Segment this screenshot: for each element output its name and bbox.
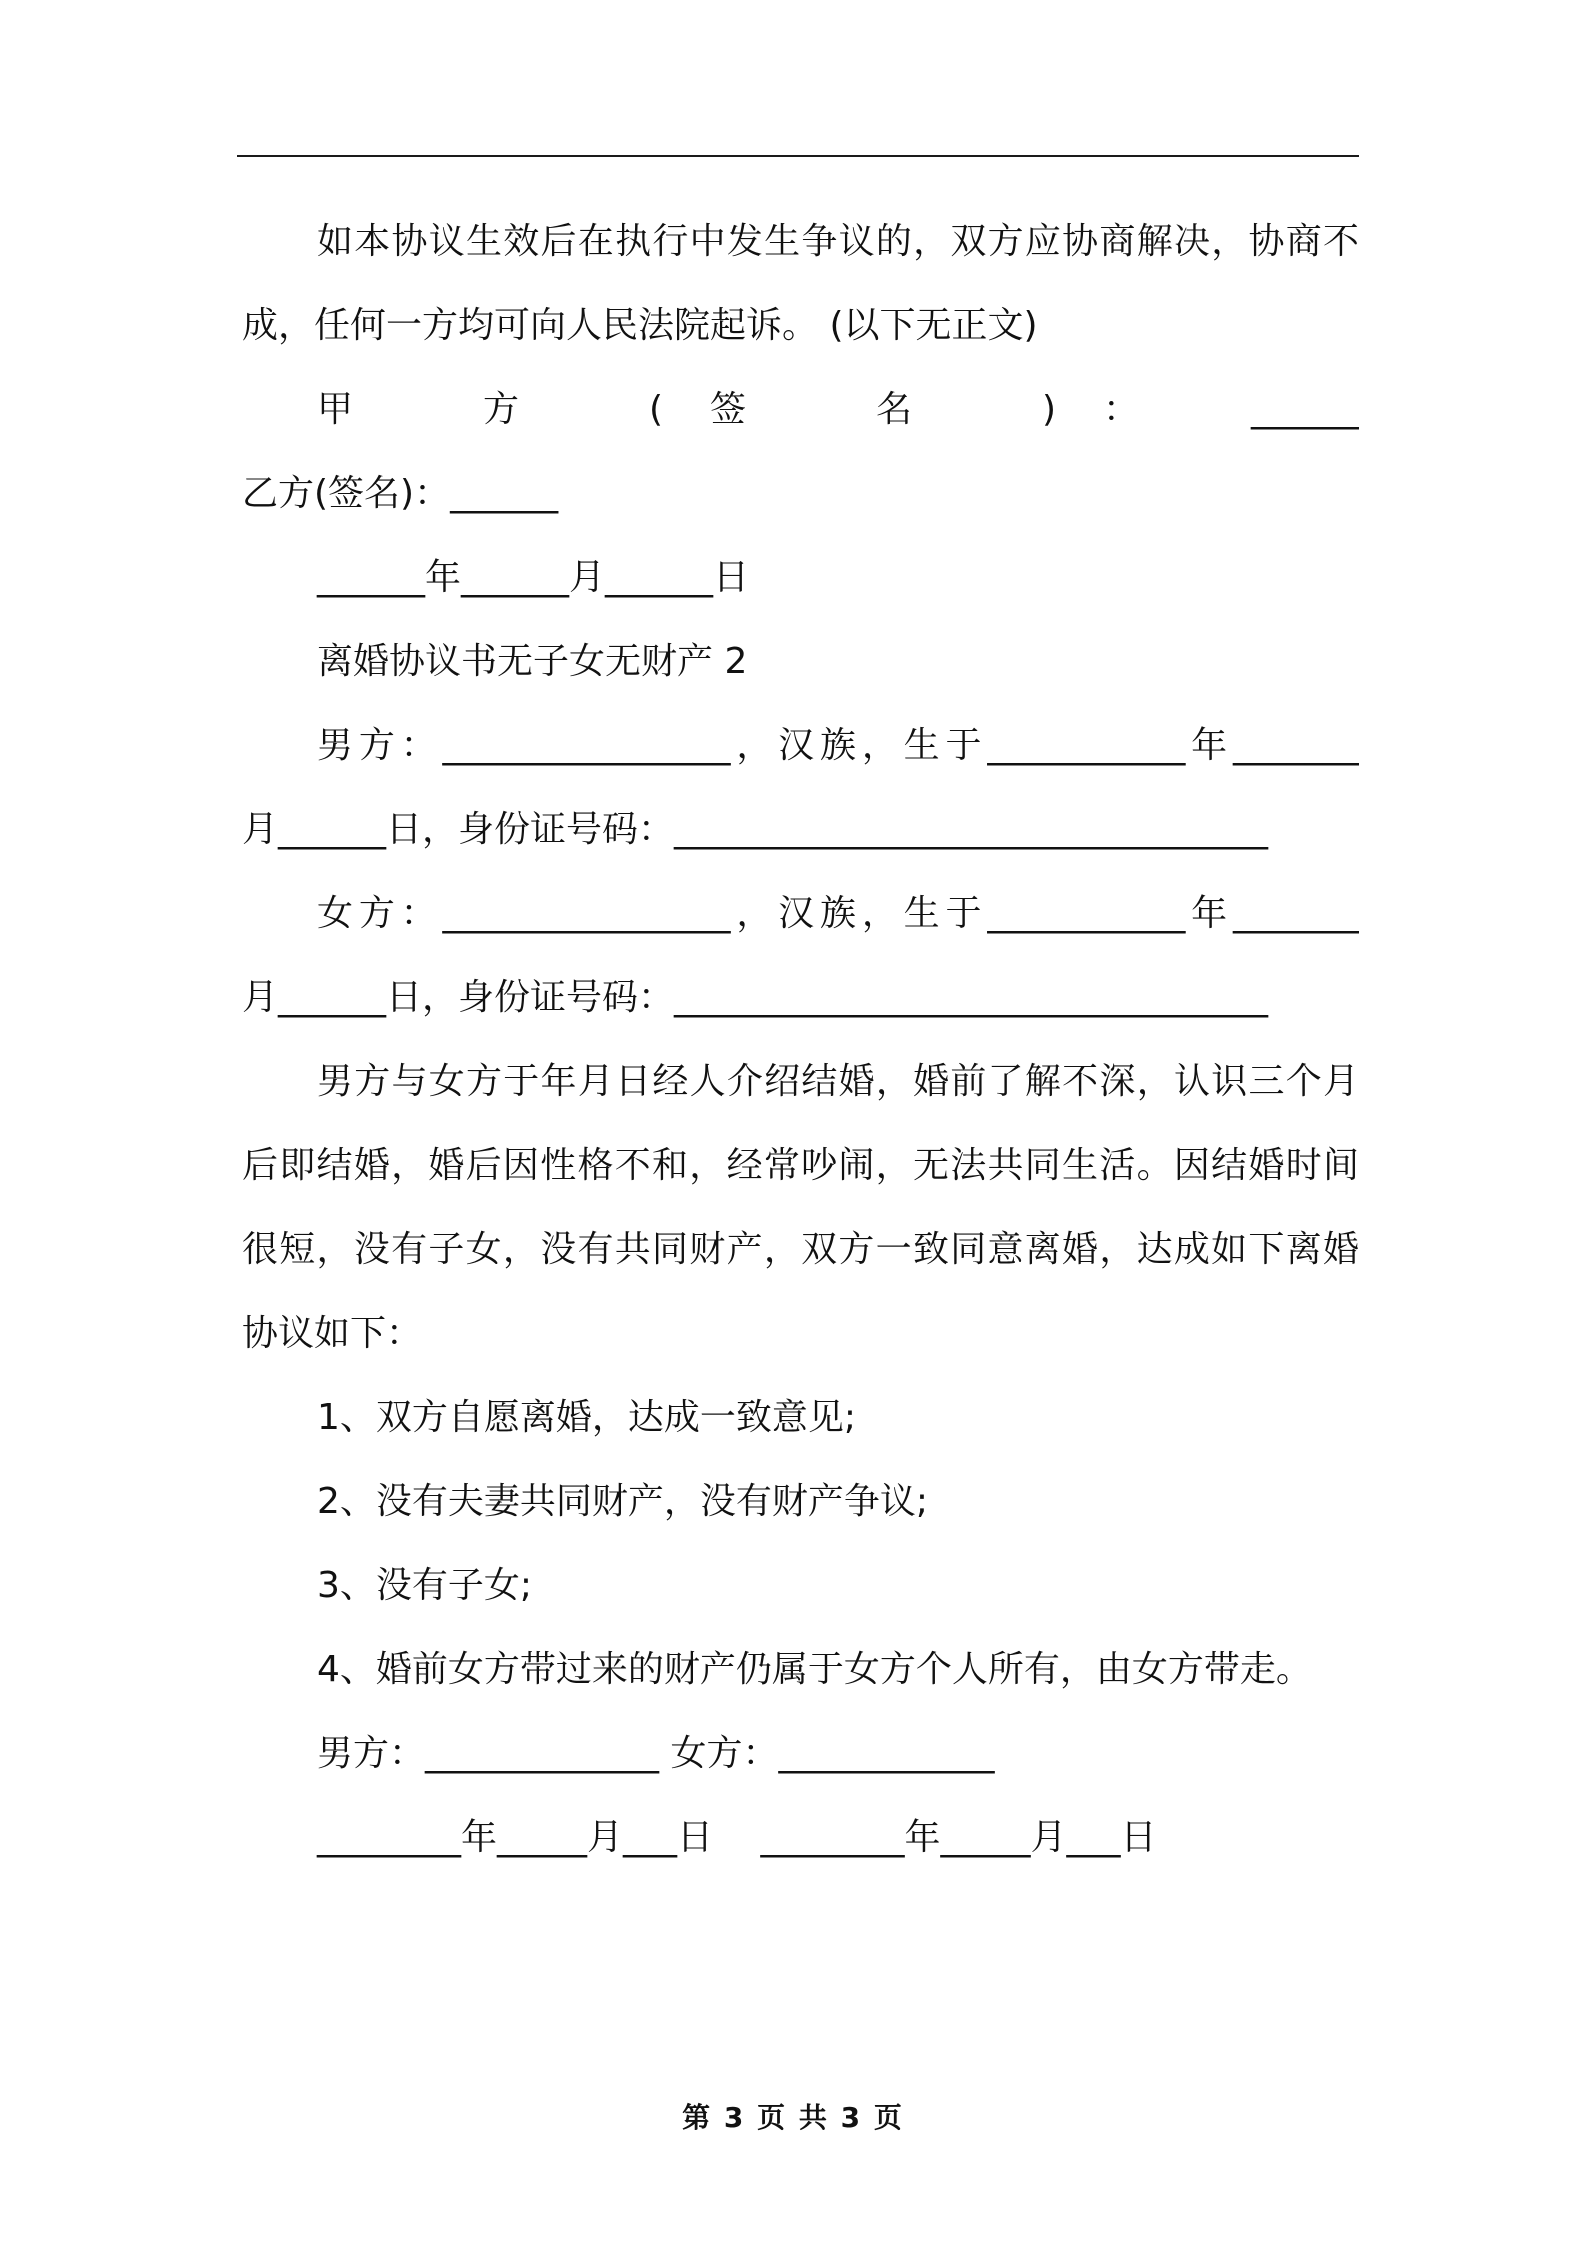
paragraph-line: 后即结婚，婚后因性格不和，经常吵闹，无法共同生活。因结婚时间	[242, 1145, 1359, 1186]
document-body	[242, 200, 1359, 1880]
clause-item: 4、婚前女方带过来的财产仍属于女方个人所有，由女方带走。	[317, 1649, 1312, 1690]
date-line: ______年______月______日	[317, 557, 749, 598]
male-info-line: 男方：________________，汉族，生于___________年_______	[317, 725, 1359, 766]
clause-item: 3、没有子女;	[317, 1565, 533, 1606]
female-info-line: 女方：________________，汉族，生于___________年_______	[317, 893, 1359, 934]
date-line: ________年_____月___日 ________年_____月___日	[317, 1817, 1157, 1858]
page-number: 第 3 页 共 3 页	[682, 2101, 904, 2134]
paragraph-line: 协议如下：	[242, 1313, 423, 1354]
signature-line-party-a: 甲 方 (签 名 )： ______	[317, 389, 1359, 430]
clause-item: 1、双方自愿离婚，达成一致意见;	[317, 1397, 857, 1438]
clause-item: 2、没有夫妻共同财产，没有财产争议;	[317, 1481, 929, 1522]
paragraph-line: 男方与女方于年月日经人介绍结婚，婚前了解不深，认识三个月	[317, 1061, 1359, 1102]
header-rule	[237, 155, 1359, 157]
female-id-line: 月______日，身份证号码：_________________________________	[242, 977, 1269, 1018]
paragraph-line: 如本协议生效后在执行中发生争议的，双方应协商解决，协商不	[317, 221, 1359, 262]
male-id-line: 月______日，身份证号码：_________________________________	[242, 809, 1269, 850]
signature-line-party-b: 乙方(签名)：______	[242, 473, 559, 514]
paragraph-line: 很短，没有子女，没有共同财产，双方一致同意离婚，达成如下离婚	[242, 1229, 1359, 1270]
paragraph-line: 成，任何一方均可向人民法院起诉。 (以下无正文)	[242, 305, 1038, 346]
section-title: 离婚协议书无子女无财产 2	[317, 641, 748, 682]
signature-line: 男方：_____________ 女方：____________	[317, 1733, 995, 1774]
